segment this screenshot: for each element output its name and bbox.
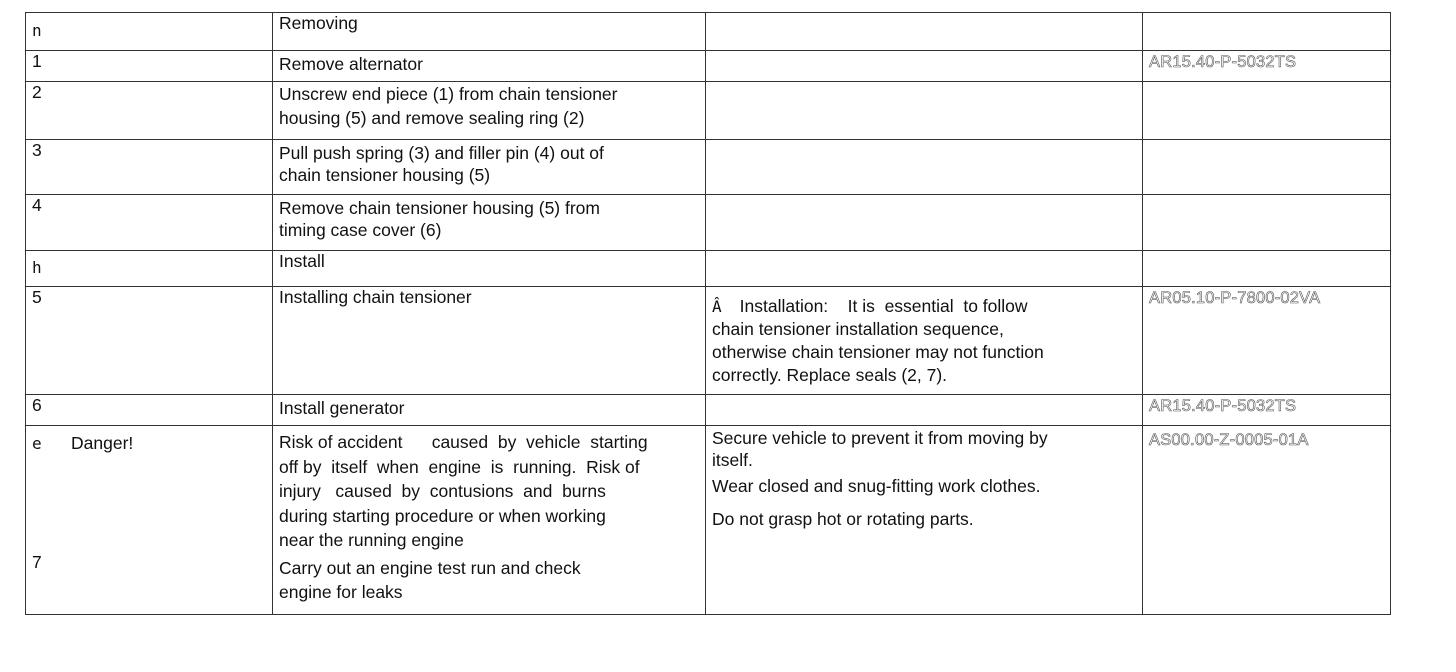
reference-cell: [1143, 13, 1391, 51]
danger-label: Danger!: [71, 433, 134, 453]
note-cell: [706, 140, 1143, 195]
table-row: [26, 140, 1391, 195]
table-row: [26, 195, 1391, 251]
reference-cell: [1143, 195, 1391, 251]
table-row: [26, 82, 1391, 140]
risk-and-step-text: Risk of accident caused by vehicle starting off by itself when engine is running. Risk of injury caused by contusions and burns during starting procedure or when working near the running engine Carry out an engine test run and check engine for leaks: [273, 426, 706, 615]
note-cell: [706, 395, 1143, 426]
step-marker: n: [26, 13, 273, 51]
table-row: [26, 287, 1391, 395]
danger-cell: [26, 426, 273, 615]
danger-icon: e: [32, 434, 42, 453]
section-heading-install: Install: [273, 251, 706, 287]
step-number: 4: [26, 195, 273, 251]
step-text: Installing chain tensioner: [273, 287, 706, 395]
step-number: 6: [26, 395, 273, 426]
note-cell: [706, 195, 1143, 251]
step-marker: h: [26, 251, 273, 287]
step-text: Remove alternator: [273, 51, 706, 82]
reference-code: AR15.40-P-5032TS: [1143, 51, 1391, 82]
reference-code: AS00.00-Z-0005-01A: [1143, 426, 1391, 615]
installation-note: Â Installation: It is essential to follow chain tensioner installation sequence, otherwise chain tensioner may not function correctly. Replace seals (2, 7).: [706, 287, 1143, 395]
step-text: Pull push spring (3) and filler pin (4) out of chain tensioner housing (5): [273, 140, 706, 195]
procedure-table: [25, 12, 1391, 615]
table-row: [26, 13, 1391, 51]
note-cell: [706, 51, 1143, 82]
reference-code: AR15.40-P-5032TS: [1143, 395, 1391, 426]
table-row: [26, 426, 1391, 615]
caution-icon: Â: [712, 297, 722, 316]
step-text: Unscrew end piece (1) from chain tensioner housing (5) and remove sealing ring (2): [273, 82, 706, 140]
table-row: [26, 51, 1391, 82]
step-number: 3: [26, 140, 273, 195]
step-text: Install generator: [273, 395, 706, 426]
step-text: Remove chain tensioner housing (5) from timing case cover (6): [273, 195, 706, 251]
section-heading-removing: Removing: [273, 13, 706, 51]
reference-cell: [1143, 82, 1391, 140]
note-cell: [706, 13, 1143, 51]
step-number: 1: [26, 51, 273, 82]
note-cell: [706, 251, 1143, 287]
step-number: 5: [26, 287, 273, 395]
safety-measures: Secure vehicle to prevent it from moving by itself. Wear closed and snug-fitting work clothes. Do not grasp hot or rotating parts.: [706, 426, 1143, 615]
step-number: 7: [32, 552, 42, 572]
reference-cell: [1143, 251, 1391, 287]
reference-cell: [1143, 140, 1391, 195]
note-cell: [706, 82, 1143, 140]
table-row: [26, 251, 1391, 287]
reference-code: AR05.10-P-7800-02VA: [1143, 287, 1391, 395]
step-number: 2: [26, 82, 273, 140]
table-row: [26, 395, 1391, 426]
